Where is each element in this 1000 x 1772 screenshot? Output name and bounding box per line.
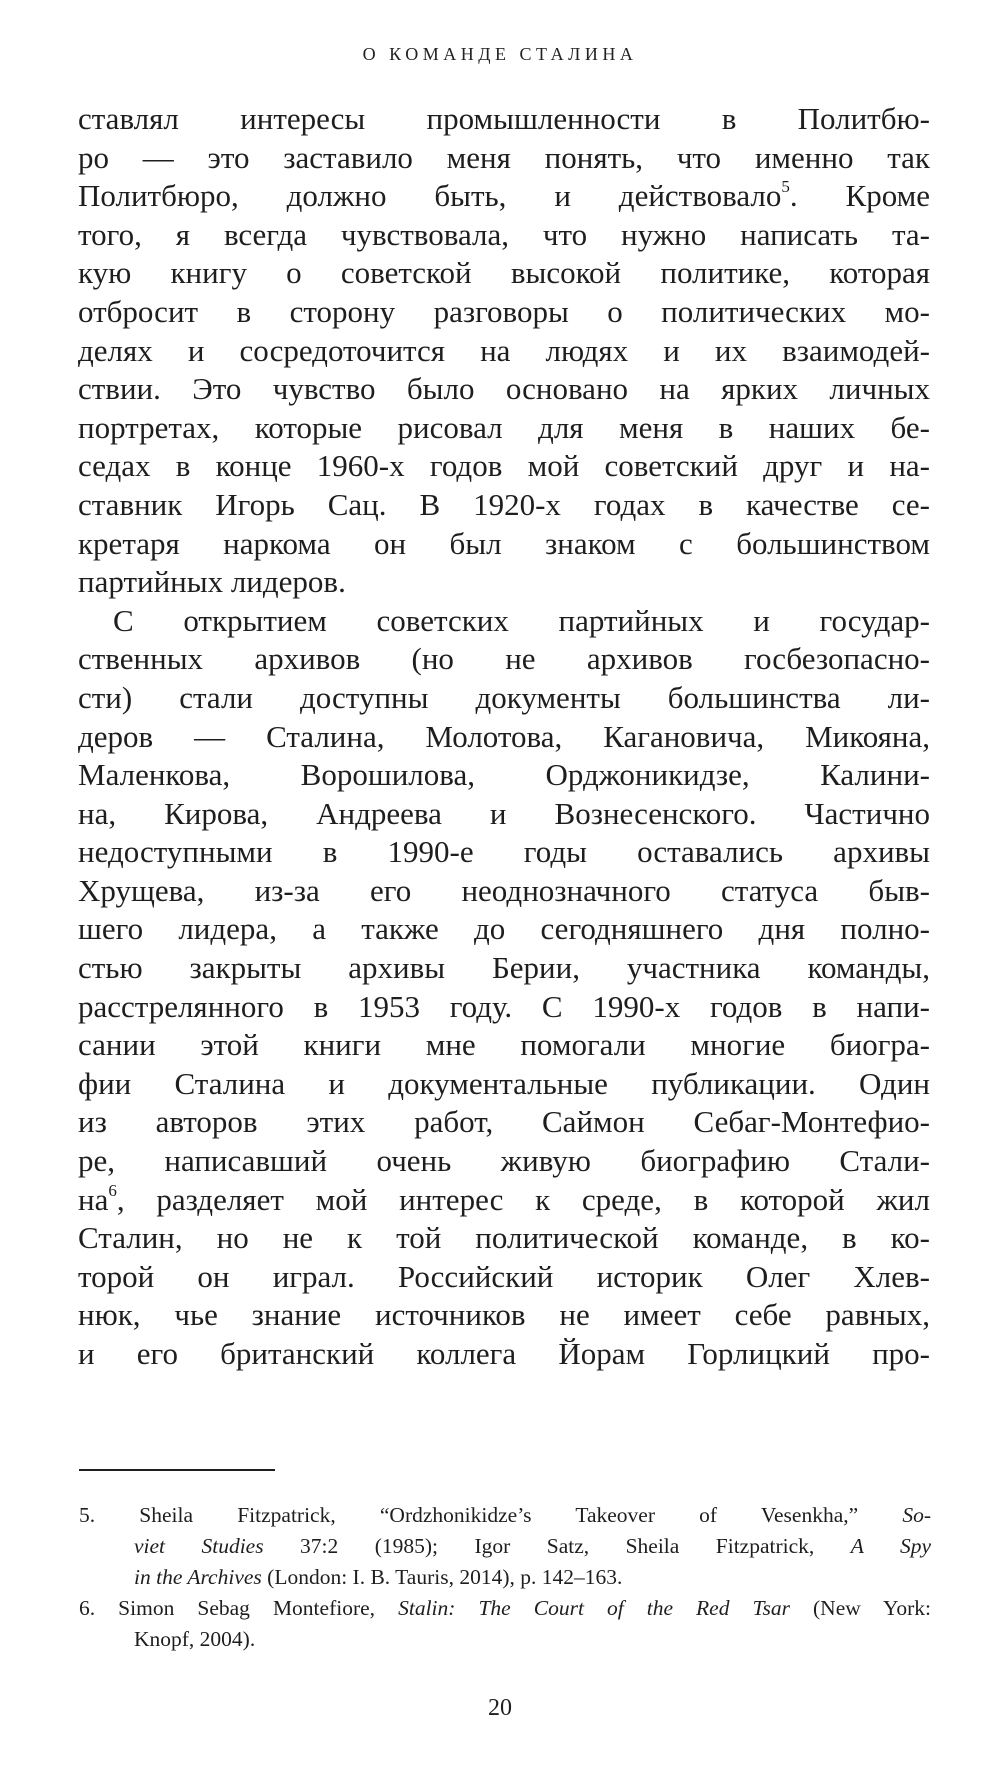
text-line: расстрелянного в 1953 году. С 1990-х годов в напи- [78, 988, 930, 1024]
footnote-italic: So- [902, 1503, 931, 1527]
body-text [78, 100, 930, 1374]
footnote-text: (New York: [813, 1596, 932, 1620]
text-line: ре, написавший очень живую биографию Стали- [78, 1143, 930, 1179]
text-line: недоступными в 1990-е годы оставались архивы [78, 834, 930, 870]
text-line: ставлял интересы промышленности в Политбю- [78, 101, 930, 136]
footnote-text: 37:2 (1985); Igor Satz, Sheila Fitzpatrick, [300, 1534, 815, 1558]
running-head: О КОМАНДЕ СТАЛИНА [362, 44, 638, 64]
footnote-ref-5[interactable]: 5 [781, 177, 790, 197]
text-line: на, Кирова, Андреева и Вознесенского. Частично [78, 795, 930, 831]
text-line: шего лидера, а также до сегодняшнего дня полно- [78, 911, 930, 947]
text-line [78, 1181, 930, 1220]
text-line: партийных лидеров. [78, 564, 346, 600]
footnote-italic: in the Archives [134, 1565, 262, 1589]
text-line: того, я всегда чувствовала, что нужно написать та- [78, 216, 930, 252]
footnote-italic: viet Studies [134, 1534, 264, 1558]
text-line: Маленкова, Ворошилова, Орджоникидзе, Калини- [78, 757, 930, 793]
footnote-italic: Stalin: The Court of the Red Tsar [398, 1596, 790, 1620]
footnote-separator [79, 1469, 275, 1471]
text-line: ставник Игорь Сац. В 1920-х годах в качестве се- [78, 486, 930, 522]
footnote-line [79, 1593, 931, 1624]
text-line: стью закрыты архивы Берии, участника команды, [78, 950, 930, 986]
text-line: отбросит в сторону разговоры о политических мо- [78, 293, 930, 329]
footnote-text: Sheila Fitzpatrick, “Ordzhonikidze’s Takeover of Vesenkha,” [139, 1503, 859, 1527]
footnote-line [79, 1500, 931, 1531]
footnote-line: Knopf, 2004). [134, 1627, 256, 1651]
text-line: Сталин, но не к той политической команде, в ко- [78, 1220, 930, 1256]
text-line: сти) стали доступны документы большинства ли- [78, 679, 930, 715]
footnote-5 [79, 1500, 931, 1593]
text-line [78, 177, 930, 216]
text-line: делях и сосредоточится на людях и их взаимодей- [78, 332, 930, 368]
footnote-text: Simon Sebag Montefiore, [118, 1596, 376, 1620]
footnote-line [79, 1562, 931, 1593]
text-line: и его британский коллега Йорам Горлицкий про- [78, 1336, 930, 1371]
text-fragment: , разделяет мой интерес к среде, в которой жил [116, 1181, 930, 1217]
text-line: сании этой книги мне помогали многие биогра- [78, 1027, 930, 1063]
text-line: деров — Сталина, Молотова, Кагановича, Микояна, [78, 718, 930, 754]
text-line: кую книгу о советской высокой политике, которая [78, 255, 930, 291]
text-line: фии Сталина и документальные публикации. Один [78, 1065, 930, 1101]
text-line: ро — это заставило меня понять, что именно так [78, 139, 930, 175]
footnote-6 [79, 1593, 931, 1655]
page-number: 20 [488, 1695, 512, 1721]
text-line: портретах, которые рисовал для меня в наших бе- [78, 409, 930, 445]
text-fragment: Политбюро, должно быть, и действовало [78, 178, 782, 214]
footnote-text: (London: I. B. Tauris, 2014), p. 142–163. [267, 1565, 623, 1589]
text-fragment: на [78, 1181, 109, 1217]
footnote-number: 5. [79, 1503, 96, 1527]
footnote-number: 6. [79, 1596, 96, 1620]
footnote-italic: A Spy [850, 1534, 931, 1558]
footnote-line [79, 1531, 931, 1562]
text-line: ствии. Это чувство было основано на ярких личных [78, 371, 930, 407]
footnote-ref-6[interactable]: 6 [108, 1180, 117, 1200]
text-line: нюк, чье знание источников не имеет себе равных, [78, 1297, 930, 1333]
text-line: Хрущева, из-за его неоднозначного статуса быв- [78, 872, 930, 908]
text-line: из авторов этих работ, Саймон Себаг-Монтефио- [78, 1104, 930, 1140]
text-line: С открытием советских партийных и государ- [113, 602, 930, 638]
text-line: ственных архивов (но не архивов госбезопасно- [78, 641, 930, 677]
text-line: торой он играл. Российский историк Олег Хлев- [78, 1258, 930, 1294]
text-line: седах в конце 1960-х годов мой советский друг и на- [78, 448, 930, 484]
footnotes [79, 1500, 931, 1655]
text-fragment: . Кроме [789, 178, 930, 214]
text-line: кретаря наркома он был знаком с большинством [78, 525, 930, 561]
